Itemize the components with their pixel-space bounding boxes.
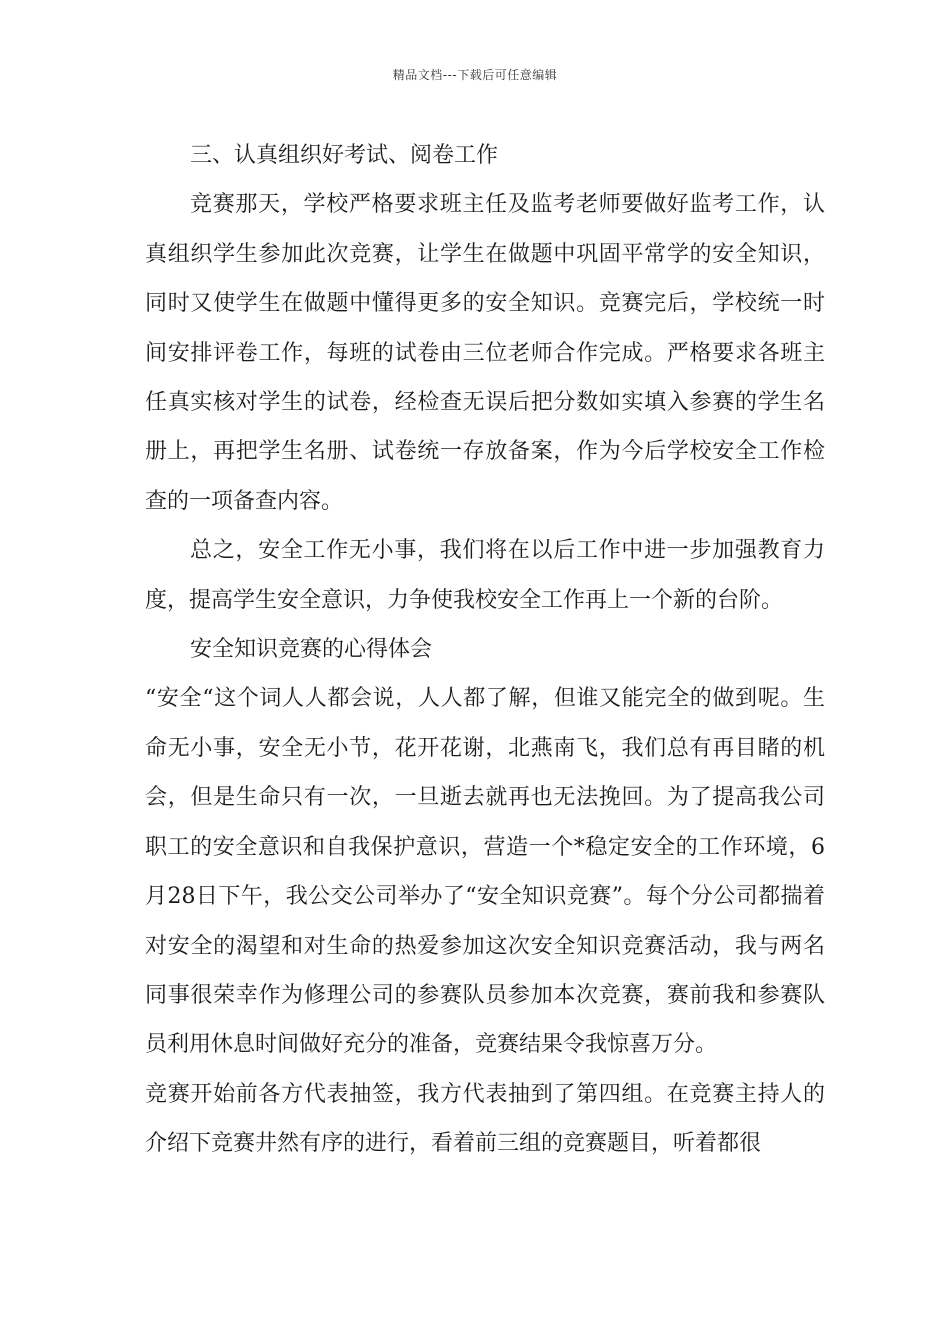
page-header: 精品文档---下载后可任意编辑 (392, 68, 558, 82)
section-heading: 三、认真组织好考试、阅卷工作 (190, 143, 499, 168)
paragraph: 总之，安全工作无小事，我们将在以后工作中进一步加强教育力度，提高学生安全意识，力争使我校安全工作再上一个新的台阶。 (145, 538, 825, 613)
paragraph: 竞赛那天，学校严格要求班主任及监考老师要做好监考工作，认真组织学生参加此次竞赛，让学生在做题中巩固平常学的安全知识，同时又使学生在做题中懂得更多的安全知识。竞赛完后，学校统一时间安排评卷工作，每班的试卷由三位老师合作完成。严格要求各班主任真实核对学生的试卷，经检查无误后把分数如实填入参赛的学生名册上，再把学生名册、试卷统一存放备案，作为今后学校安全工作检查的一项备查内容。 (145, 192, 825, 514)
document-body (145, 131, 825, 1169)
article-title: 安全知识竞赛的心得体会 (190, 637, 433, 663)
paragraph: “安全“这个词人人都会说，人人都了解，但谁又能完全的做到呢。生命无小事，安全无小节，花开花谢，北燕南飞，我们总有再目睹的机会，但是生命只有一次，一旦逝去就再也无法挽回。为了提高我公司职工的安全意识和自我保护意识，营造一个*稳定安全的工作环境，6月28日下午，我公交公司举办了“安全知识竞赛”。每个分公司都揣着对安全的渴望和对生命的热爱参加这次安全知识竞赛活动，我与两名同事很荣幸作为修理公司的参赛队员参加本次竞赛，赛前我和参赛队员利用休息时间做好充分的准备，竞赛结果令我惊喜万分。 (145, 686, 825, 1058)
paragraph: 竞赛开始前各方代表抽签，我方代表抽到了第四组。在竞赛主持人的介绍下竞赛井然有序的进行，看着前三组的竞赛题目，听着都很 (145, 1081, 825, 1157)
